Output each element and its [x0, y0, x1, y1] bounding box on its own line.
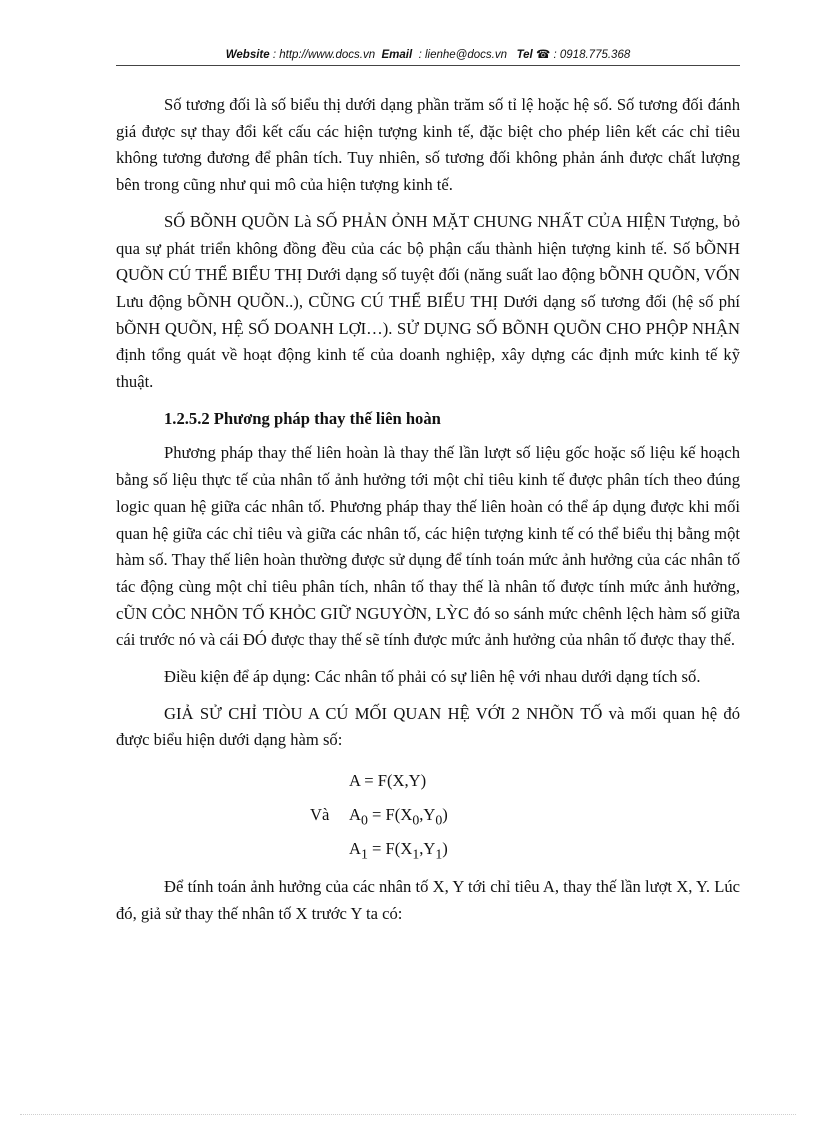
page-header [116, 47, 740, 66]
website-label: Website [225, 49, 270, 61]
formula-block [116, 764, 740, 866]
formula-a1-mid: = F(X [367, 839, 413, 859]
paragraph-average-numbers: SỐ BÕNH QUÕN Là SỐ PHẢN ỎNH MẶT CHUNG NHẤT CỦA HIỆN Tượng, bỏ qua sự phát triển không đồng đều của các bộ phận cấu thành hiện tượng kinh tế. Số bÕNH QUÕN CÚ THỂ BIỂU THỊ Dưới dạng số tuyệt đối (năng suất lao động bÕNH QUÕN, VỐN Lưu động bÕNH QUÕN..), CŨNG CÚ THỂ BIỂU THỊ Dưới dạng số tương đối (hệ số phí bÕNH QUÕN, HỆ SỐ DOANH LỢI…). SỬ DỤNG SỐ BÕNH QUÕN CHO PHỘP NHẬN định tổng quát về hoạt động kinh tế của doanh nghiệp, xây dựng các định mức kinh tế kỹ thuật. [116, 211, 740, 392]
paragraph-closing: Để tính toán ảnh hưởng của các nhân tố X, Y tới chỉ tiêu A, thay thế lần lượt X, Y. Lúc đó, giả sử thay thế nhân tố X trước Y ta có: [116, 877, 740, 923]
formula-a1-subscript: 1 [360, 846, 368, 862]
formula-a1 [349, 832, 448, 871]
phone-icon: ☎ [535, 49, 551, 61]
formula-y1-subscript: 1 [435, 846, 443, 862]
email-label: Email [381, 49, 413, 61]
formula-row-2 [116, 798, 740, 832]
formula-a0-comma: ,Y [419, 805, 436, 825]
website-value: : http://www.docs.vn [272, 49, 376, 61]
formula-a1-symbol: A [349, 839, 361, 859]
formula-a1-comma: ,Y [419, 839, 436, 859]
formula-a1-end: ) [442, 839, 448, 859]
email-value: : lienhe@docs.vn [418, 49, 507, 61]
page-bottom-divider [20, 1114, 796, 1115]
formula-va-label: Và [310, 805, 330, 825]
formula-row-1 [116, 764, 740, 798]
tel-value: : 0918.775.368 [553, 49, 631, 61]
formula-x0-subscript: 0 [412, 812, 420, 828]
formula-x1-subscript: 1 [412, 846, 420, 862]
formula-row-3 [116, 832, 740, 866]
tel-label: Tel [516, 49, 533, 61]
paragraph-relative-numbers: Số tương đối là số biểu thị dưới dạng phần trăm số tỉ lệ hoặc hệ số. Số tương đối đánh giá được sự thay đổi kết cấu các hiện tượng kinh tế, đặc biệt cho phép liên kết các chỉ tiêu không tương đương để phân tích. Tuy nhiên, số tương đối không phản ánh được chất lượng bên trong cũng như qui mô của hiện tượng kinh tế. [116, 95, 740, 195]
paragraph-assumption: GIẢ SỬ CHỈ TIÒU A CÚ MỐI QUAN HỆ VỚI 2 NHÕN TỐ và mối quan hệ đó được biểu hiện dưới dạng hàm số: [116, 703, 740, 750]
paragraph-method-description: Phương pháp thay thế liên hoàn là thay thế lần lượt số liệu gốc hoặc số liệu kế hoạch bằng số liệu thực tế của nhân tố ảnh hưởng tới một chỉ tiêu kinh tế được phân tích theo đúng logic quan hệ giữa các nhân tố. Phương pháp thay thế liên hoàn có thể áp dụng được khi mối quan hệ giữa các chỉ tiêu và giữa các nhân tố, các hiện tượng kinh tế có thể biểu thị bằng một hàm số. Thay thế liên hoàn thường được sử dụng để tính toán mức ảnh hưởng của các nhân tố tác động cùng một chỉ tiêu phân tích, nhân tố thay thế là nhân tố được tính mức ảnh hưởng, cŨN CỎC NHÕN TỐ KHỎC GIỮ NGUYỜN, LỲC đó so sánh mức chênh lệch hàm số giữa cái trước nó và cái ĐÓ được thay thế sẽ tính được mức ảnh hưởng của nhân tố được thay thế. [116, 443, 740, 650]
formula-a: A = F(X,Y) [349, 771, 427, 791]
formula-a0-mid: = F(X [367, 805, 413, 825]
document-body [116, 92, 740, 938]
formula-a0-symbol: A [349, 805, 361, 825]
formula-a0-subscript: 0 [360, 812, 368, 828]
formula-a0-end: ) [442, 805, 448, 825]
formula-y0-subscript: 0 [435, 812, 443, 828]
section-heading: 1.2.5.2 Phương pháp thay thế liên hoàn [164, 408, 441, 428]
paragraph-conditions: Điều kiện để áp dụng: Các nhân tố phải có sự liên hệ với nhau dưới dạng tích số. [164, 667, 701, 687]
